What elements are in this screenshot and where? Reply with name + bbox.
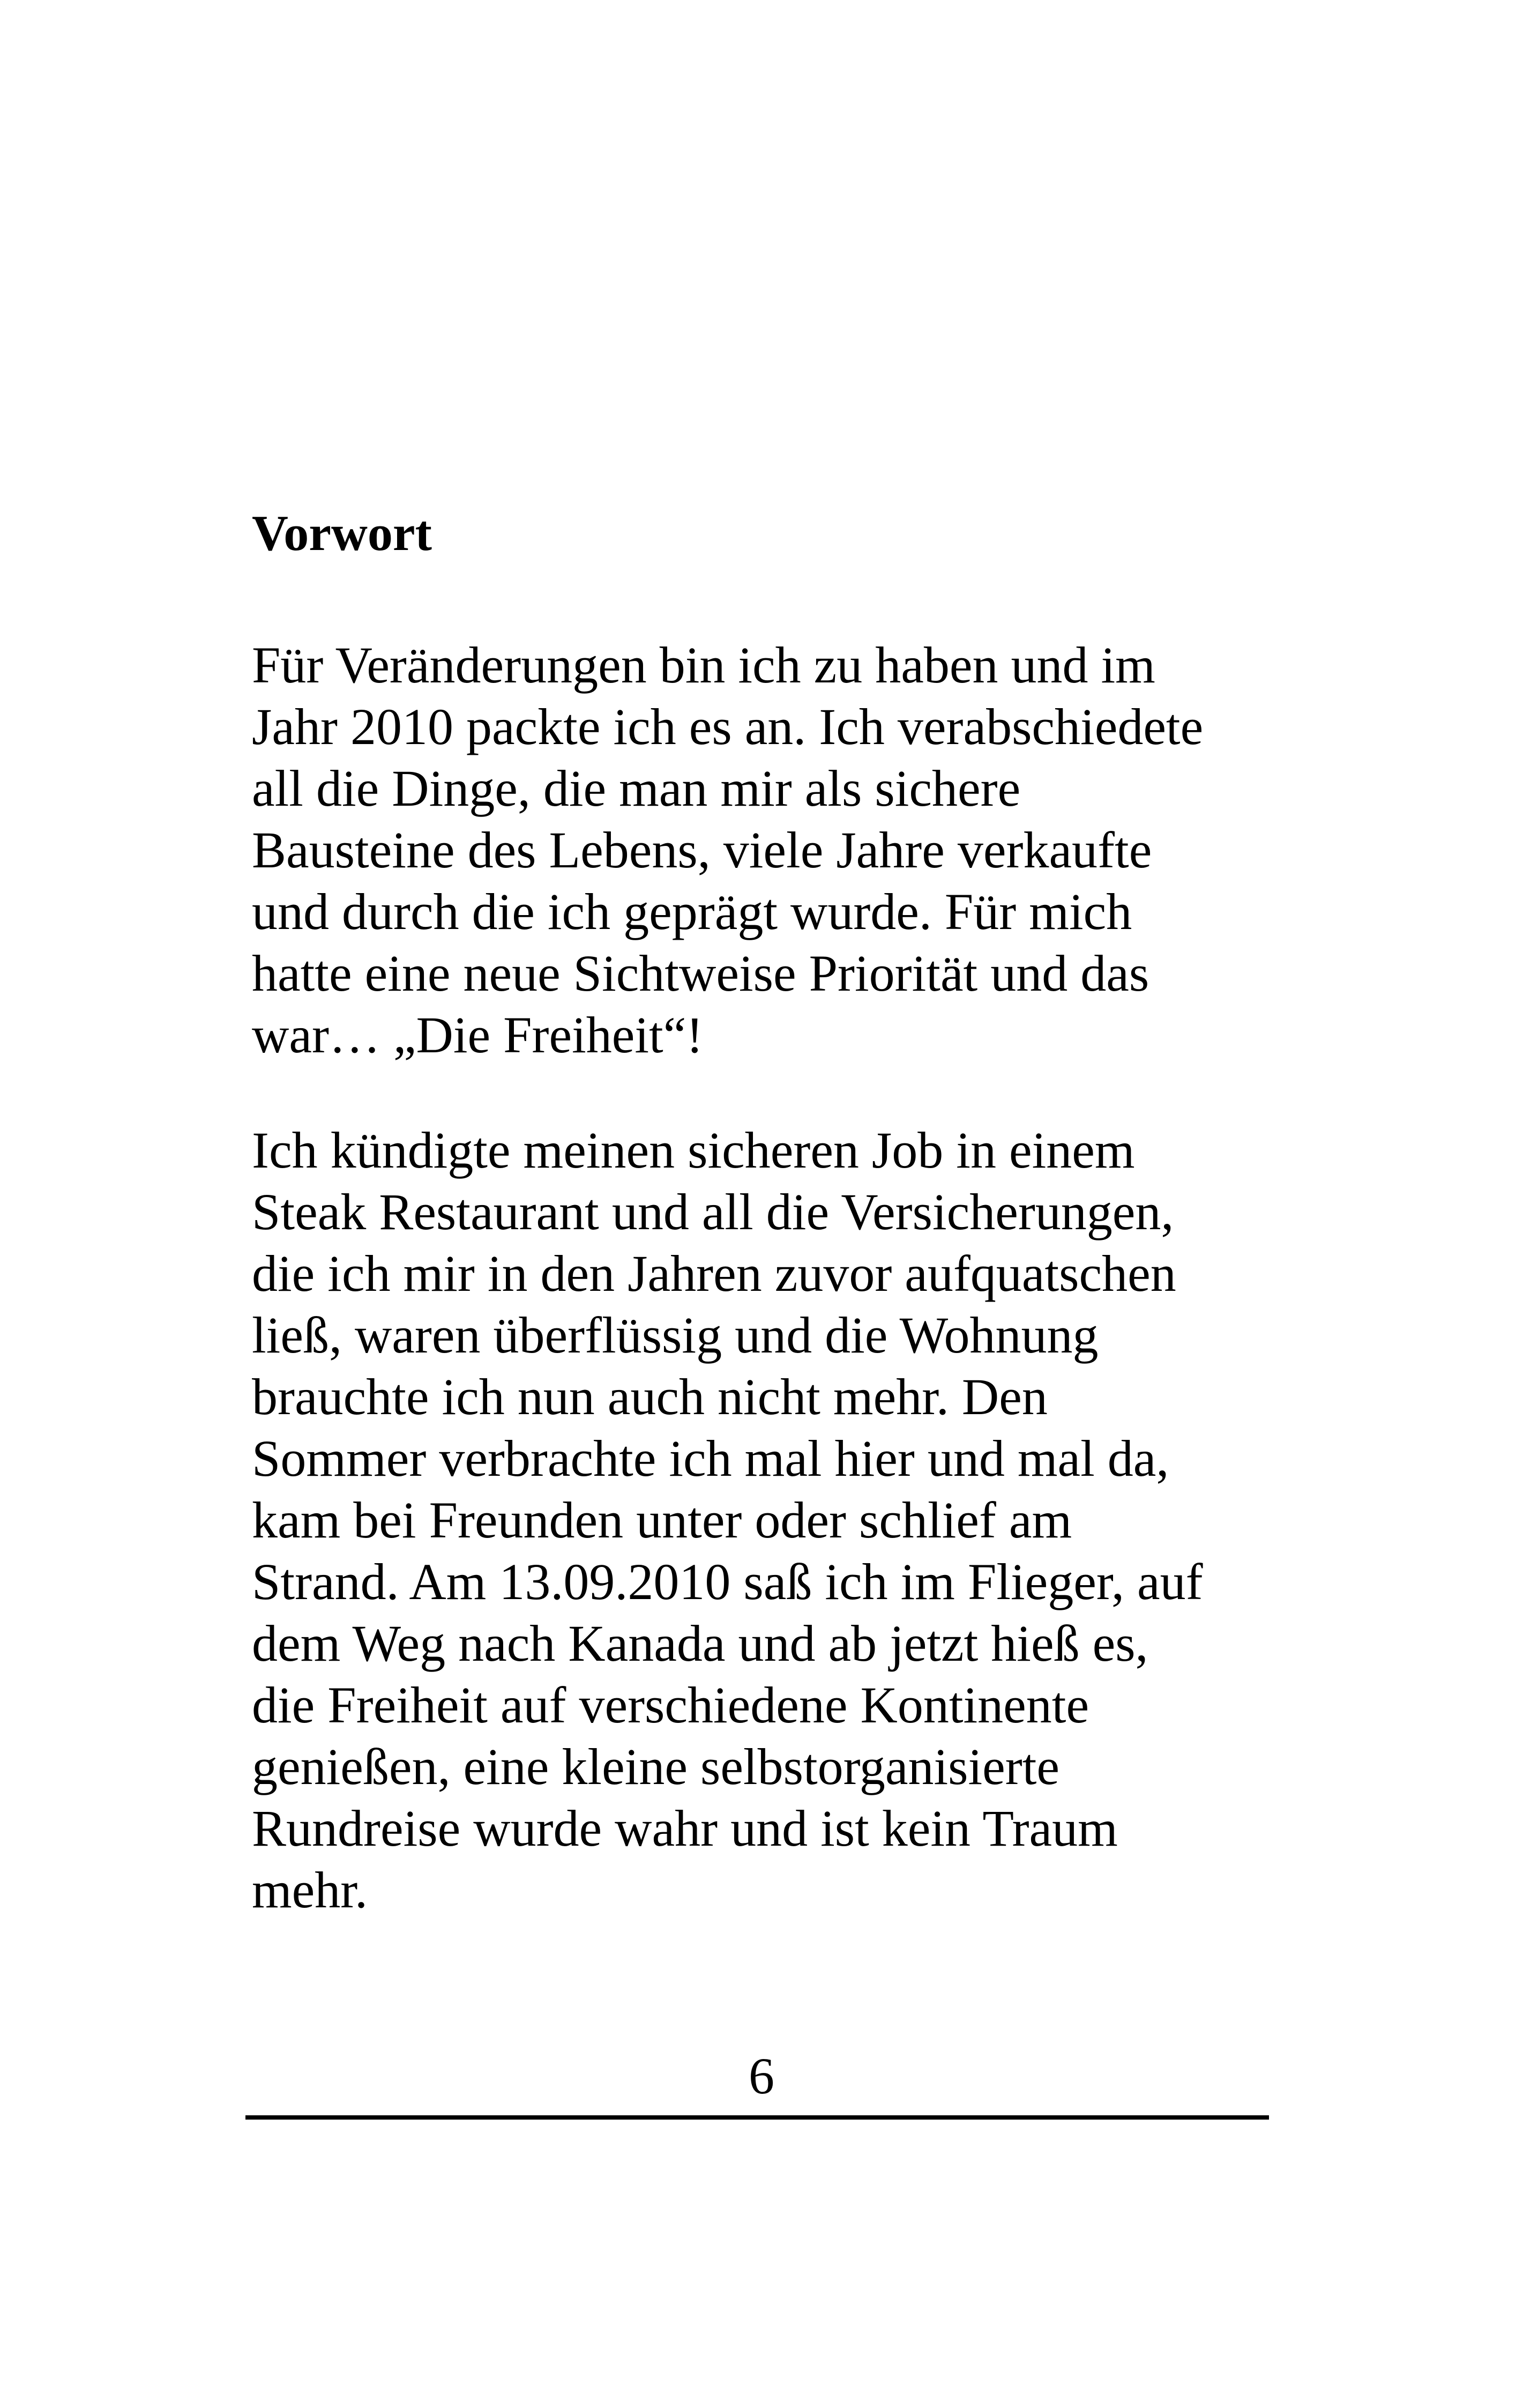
text-line: Steak Restaurant und all die Versicherungen,: [252, 1183, 1174, 1240]
footer-divider: [245, 2115, 1269, 2120]
text-line: Rundreise wurde wahr und ist kein Traum: [252, 1800, 1118, 1857]
text-line: Sommer verbrachte ich mal hier und mal da,: [252, 1430, 1169, 1487]
text-line: die Freiheit auf verschiedene Kontinente: [252, 1676, 1089, 1734]
text-line: mehr.: [252, 1861, 368, 1919]
text-line: dem Weg nach Kanada und ab jetzt hieß es,: [252, 1615, 1148, 1672]
text-line: Strand. Am 13.09.2010 saß ich im Flieger, auf: [252, 1553, 1203, 1610]
text-line: hatte eine neue Sichtweise Priorität und das: [252, 945, 1149, 1002]
text-line: war… „Die Freiheit“!: [252, 1006, 704, 1064]
paragraph-1: [252, 634, 1203, 1066]
text-line: und durch die ich geprägt wurde. Für mich: [252, 883, 1132, 940]
text-line: Für Veränderungen bin ich zu haben und im: [252, 636, 1155, 694]
text-line: Jahr 2010 packte ich es an. Ich verabschiedete: [252, 698, 1204, 755]
text-line: die ich mir in den Jahren zuvor aufquatschen: [252, 1245, 1176, 1302]
page-number: 6: [749, 2047, 774, 2105]
text-line: Bausteine des Lebens, viele Jahre verkaufte: [252, 821, 1152, 879]
chapter-heading: Vorwort: [252, 506, 432, 561]
text-line: all die Dinge, die man mir als sichere: [252, 760, 1021, 817]
text-line: ließ, waren überflüssig und die Wohnung: [252, 1306, 1099, 1364]
text-line: kam bei Freunden unter oder schlief am: [252, 1491, 1072, 1549]
text-line: brauchte ich nun auch nicht mehr. Den: [252, 1368, 1048, 1425]
text-line: Ich kündigte meinen sicheren Job in einem: [252, 1121, 1135, 1179]
paragraph-2: [252, 1119, 1203, 1921]
text-line: genießen, eine kleine selbstorganisierte: [252, 1738, 1060, 1795]
